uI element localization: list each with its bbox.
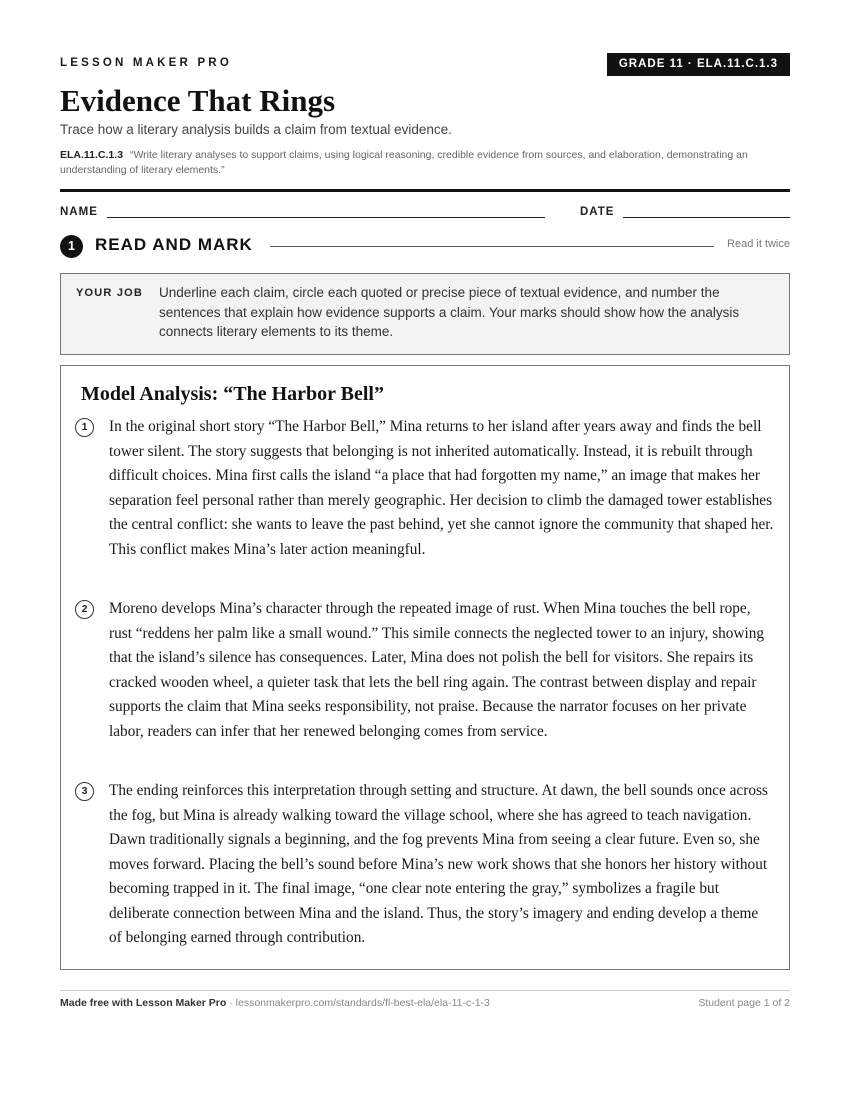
standard-text: “Write literary analyses to support claims, using logical reasoning, credible evidence from sources, and elaboration, demonstrating an understanding of literary elements.”	[60, 149, 748, 176]
paragraph-number: 3	[75, 782, 94, 801]
header-divider	[60, 189, 790, 192]
footer-url[interactable]: · lessonmakerpro.com/standards/fl-best-ela/ela-11-c-1-3	[226, 997, 490, 1009]
name-label: NAME	[60, 206, 98, 218]
page-subtitle: Trace how a literary analysis builds a claim from textual evidence.	[60, 122, 452, 137]
paragraph-number: 2	[75, 600, 94, 619]
date-label: DATE	[580, 206, 615, 218]
date-field[interactable]	[623, 217, 790, 218]
brand-name: LESSON MAKER PRO	[60, 57, 232, 69]
analysis-title: Model Analysis: “The Harbor Bell”	[81, 383, 384, 405]
section-divider	[270, 246, 714, 247]
paragraph-number: 1	[75, 418, 94, 437]
page-title: Evidence That Rings	[60, 83, 336, 118]
worksheet-page	[60, 0, 790, 1100]
section-note: Read it twice	[727, 238, 790, 250]
footer-page-number: Student page 1 of 2	[698, 997, 790, 1009]
grade-standard-badge: GRADE 11 · ELA.11.C.1.3	[607, 53, 790, 76]
footer-made-with: Made free with Lesson Maker Pro	[60, 997, 227, 1009]
paragraph-text: Moreno develops Mina’s character through the repeated image of rust. When Mina touches the bell rope, rust “reddens her palm like a small wound.” This simile connects the neglected tower to an injury, showing that the island’s silence has consequences. Later, Mina does not polish the bell for visitors. She repairs its cracked wooden wheel, a quieter task that lets the bell ring again. The contrast between display and repair supports the claim that Mina seeks responsibility, not praise. Because the narrator focuses on her private labor, readers can infer that her renewed belonging comes from service.	[109, 600, 765, 740]
name-field[interactable]	[107, 217, 545, 218]
paragraph-text: In the original short story “The Harbor Bell,” Mina returns to her island after years away and finds the bell tower silent. The story suggests that belonging is not inherited automatically. Instead, it is rebuilt through difficult choices. Mina first calls the island “a place that had forgotten my name,” an image that makes her separation feel personal rather than merely geographic. Her decision to climb the damaged tower establishes the central conflict: she wants to leave the past behind, yet she cannot ignore the community that shaped her. This conflict makes Mina’s later action meaningful.	[109, 418, 774, 558]
paragraph-text: The ending reinforces this interpretation through setting and structure. At dawn, the bell sounds once across the fog, but Mina is already walking toward the village school, where she has agreed to teach navigation. Dawn traditionally signals a beginning, and the fog prevents Mina from seeing a clear future. Even so, she moves forward. Placing the bell’s sound before Mina’s new work shows that she honors her history without becoming trapped in it. The final image, “one clear note entering the gray,” symbolizes a fragile but deliberate connection between Mina and the island. Thus, the story’s imagery and ending develop a theme of belonging earned through contribution.	[109, 782, 768, 946]
section-number-badge: 1	[60, 235, 83, 258]
instructions-label: YOUR JOB	[76, 287, 144, 299]
model-analysis-box	[60, 365, 790, 970]
instructions-box	[60, 273, 790, 355]
standard-code: ELA.11.C.1.3	[60, 149, 124, 161]
section-title: READ AND MARK	[95, 235, 253, 254]
standard-description	[60, 148, 760, 178]
footer-divider	[60, 990, 790, 991]
instructions-text: Underline each claim, circle each quoted or precise piece of textual evidence, and number the sentences that explain how evidence supports a claim. Your marks should show how the analysis connects literary elements to its theme.	[159, 285, 740, 339]
footer-credit	[60, 997, 490, 1009]
